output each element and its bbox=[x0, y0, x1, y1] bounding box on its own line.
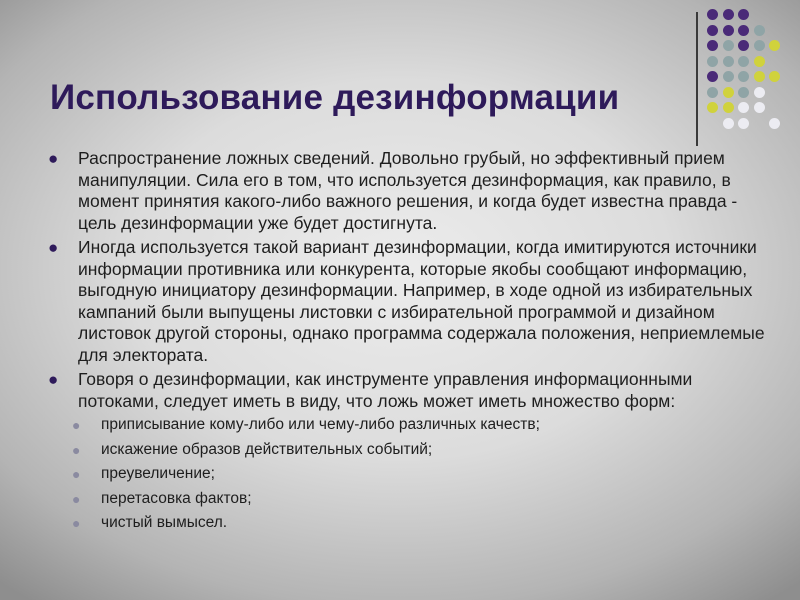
bullet-text: Говоря о дезинформации, как инструменте управления информационными потоками, следует иметь в виду, что ложь может иметь множество форм: bbox=[78, 369, 693, 411]
sub-bullet-icon: ● bbox=[72, 515, 81, 531]
decorative-dot bbox=[754, 71, 765, 82]
sub-bullet-text: преувеличение; bbox=[101, 465, 215, 482]
bullet-list bbox=[48, 148, 768, 539]
decorative-dot bbox=[738, 71, 749, 82]
decorative-dot bbox=[707, 87, 718, 98]
decorative-dot bbox=[723, 9, 734, 20]
decorative-dot bbox=[723, 87, 734, 98]
decorative-dot bbox=[754, 56, 765, 67]
decorative-dot-grid bbox=[707, 9, 787, 131]
slide-title: Использование дезинформации bbox=[50, 78, 620, 117]
sub-bullet-list bbox=[72, 416, 768, 532]
decorative-dot bbox=[707, 25, 718, 36]
decorative-dot bbox=[738, 87, 749, 98]
decorative-dot bbox=[707, 56, 718, 67]
decorative-dot bbox=[723, 40, 734, 51]
bullet-text: Иногда используется такой вариант дезинформации, когда имитируются источники информации противника или конкурента, которые якобы сообщают информацию, выгодную инициатору дезинформации. Например, в ходе одной из избирательных кампаний были выпущены листовки с избирательной программой и дизайном листовок другой стороны, однако программа содержала положения, неприемлемые для электората. bbox=[78, 237, 765, 365]
sub-bullet-item bbox=[66, 465, 768, 483]
decorative-dot bbox=[738, 25, 749, 36]
decorative-dot bbox=[723, 25, 734, 36]
decorative-dot bbox=[769, 40, 780, 51]
bullet-item bbox=[48, 148, 768, 234]
decorative-dot bbox=[723, 118, 734, 129]
decorative-dot bbox=[738, 40, 749, 51]
divider-line bbox=[696, 12, 698, 146]
decorative-dot bbox=[707, 40, 718, 51]
decorative-dot bbox=[738, 102, 749, 113]
sub-bullet-icon: ● bbox=[72, 417, 81, 433]
sub-bullet-text: перетасовка фактов; bbox=[101, 489, 252, 507]
bullet-icon: ● bbox=[48, 149, 59, 168]
decorative-dot bbox=[723, 56, 734, 67]
bullet-text: Распространение ложных сведений. Довольно грубый, но эффективный прием манипуляции. Сила его в том, что используется дезинформация, как правило, в момент принятия какого-либо важного решения, и когда будет известна правда - цель дезинформации уже будет достигнута. bbox=[78, 148, 738, 233]
sub-bullet-item bbox=[66, 490, 768, 508]
decorative-dot bbox=[769, 118, 780, 129]
decorative-dot bbox=[723, 102, 734, 113]
decorative-dot bbox=[754, 40, 765, 51]
decorative-dot bbox=[707, 9, 718, 20]
bullet-item bbox=[48, 237, 768, 366]
decorative-dot bbox=[738, 9, 749, 20]
decorative-dot bbox=[707, 102, 718, 113]
sub-bullet-icon: ● bbox=[72, 466, 81, 482]
sub-bullet-icon: ● bbox=[72, 441, 81, 458]
sub-bullet-item bbox=[66, 514, 768, 532]
sub-bullet-item bbox=[66, 416, 768, 434]
sub-bullet-item bbox=[66, 441, 768, 459]
bullet-icon: ● bbox=[48, 370, 59, 389]
bullet-icon: ● bbox=[48, 238, 59, 257]
decorative-dot bbox=[738, 118, 749, 129]
decorative-dot bbox=[754, 25, 765, 36]
sub-bullet-icon: ● bbox=[72, 490, 81, 507]
decorative-dot bbox=[738, 56, 749, 67]
decorative-dot bbox=[769, 71, 780, 82]
bullet-item bbox=[48, 369, 768, 532]
decorative-dot bbox=[754, 87, 765, 98]
decorative-dot bbox=[754, 102, 765, 113]
sub-bullet-text: искажение образов действительных событий; bbox=[101, 440, 433, 458]
sub-bullet-text: приписывание кому-либо или чему-либо различных качеств; bbox=[101, 416, 540, 433]
decorative-dot bbox=[723, 71, 734, 82]
decorative-dot bbox=[707, 71, 718, 82]
sub-bullet-text: чистый вымысел. bbox=[101, 514, 228, 531]
